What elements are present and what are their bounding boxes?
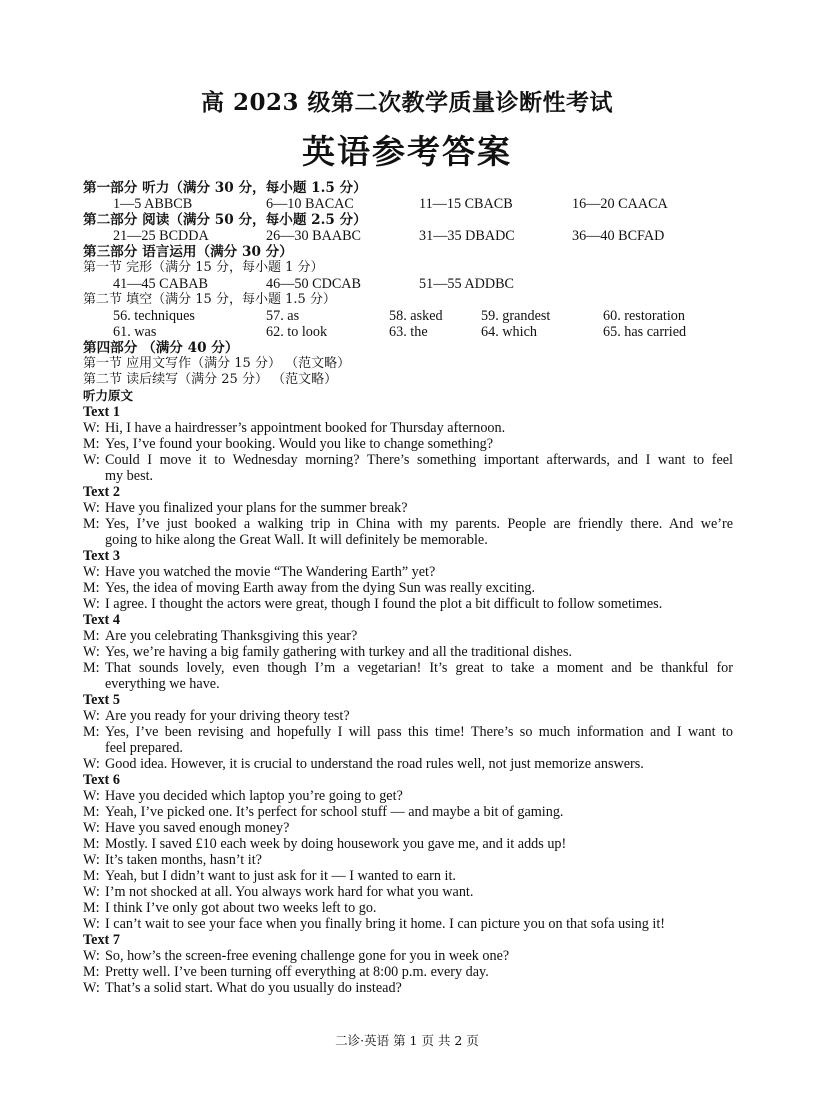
dialogue-line — [83, 740, 733, 756]
dialogue-text: It’s taken months, hasn’t it? — [105, 852, 262, 868]
speaker-label — [83, 740, 105, 756]
text-heading: Text 1 — [83, 404, 120, 420]
document-body — [83, 180, 733, 996]
dialogue-line — [83, 420, 733, 436]
dialogue-text: Yeah, I’ve picked one. It’s perfect for school stuff — and maybe a bit of gaming. — [105, 804, 564, 820]
answer-group: 51—55 ADDBC — [419, 276, 514, 292]
exam-title: 高 2023 级第二次教学质量诊断性考试 — [200, 89, 614, 116]
dialogue-line — [83, 948, 733, 964]
dialogue-line — [83, 436, 733, 452]
speaker-label: W: — [83, 948, 100, 964]
dialogue-text: Yes, I’ve been revising and hopefully I will pass this time! There’s so much information and I want to — [105, 724, 733, 740]
dialogue-line — [83, 852, 733, 868]
dialogue-line — [83, 516, 733, 532]
part4-section1: 第一节 应用文写作（满分 15 分） （范文略） — [83, 356, 351, 371]
answer-item: 58. asked — [389, 308, 443, 324]
part3-section1-answers — [83, 276, 733, 292]
dialogue-line — [83, 916, 733, 932]
answer-group: 21—25 BCDDA — [113, 228, 209, 244]
dialogue-text: Yes, we’re having a big family gathering with turkey and all the traditional dishes. — [105, 644, 573, 660]
dialogue-text: I think I’ve only got about two weeks left to go. — [105, 900, 377, 916]
answer-group: 31—35 DBADC — [419, 228, 515, 244]
dialogue-line — [83, 596, 733, 612]
speaker-label: W: — [83, 564, 100, 580]
speaker-label: M: — [83, 516, 100, 532]
dialogue-text: Mostly. I saved £10 each week by doing housework you gave me, and it adds up! — [105, 836, 567, 852]
speaker-label: M: — [83, 836, 100, 852]
speaker-label: W: — [83, 420, 100, 436]
speaker-label: M: — [83, 724, 100, 740]
dialogue-line — [83, 724, 733, 740]
answer-group: 11—15 CBACB — [419, 196, 513, 212]
dialogue-line — [83, 468, 733, 484]
dialogue-text: That sounds lovely, even though I’m a vegetarian! It’s great to take a moment and be thankful for — [105, 660, 733, 676]
dialogue-line — [83, 980, 733, 996]
text-heading: Text 4 — [83, 612, 120, 628]
dialogue-line — [83, 804, 733, 820]
text-heading: Text 7 — [83, 932, 120, 948]
dialogue-text: my best. — [105, 468, 154, 484]
text-heading: Text 2 — [83, 484, 120, 500]
dialogue-line — [83, 500, 733, 516]
speaker-label: W: — [83, 500, 100, 516]
speaker-label: M: — [83, 628, 100, 644]
dialogue-text: That’s a solid start. What do you usually do instead? — [105, 980, 402, 996]
answer-group: 6—10 BACAC — [266, 196, 354, 212]
transcripts — [83, 404, 733, 996]
answer-group: 1—5 ABBCB — [113, 196, 193, 212]
part1-answers — [83, 196, 733, 212]
speaker-label: W: — [83, 820, 100, 836]
answer-item: 59. grandest — [481, 308, 551, 324]
dialogue-text: Have you saved enough money? — [105, 820, 290, 836]
answer-group: 26—30 BAABC — [266, 228, 361, 244]
part4-section2: 第二节 读后续写（满分 25 分） （范文略） — [83, 372, 338, 387]
speaker-label: W: — [83, 852, 100, 868]
speaker-label: W: — [83, 644, 100, 660]
dialogue-line — [83, 564, 733, 580]
dialogue-text: Have you decided which laptop you’re going to get? — [105, 788, 403, 804]
answer-key-title: 英语参考答案 — [302, 132, 512, 171]
dialogue-line — [83, 628, 733, 644]
speaker-label: W: — [83, 756, 100, 772]
dialogue-text: Have you watched the movie “The Wandering Earth” yet? — [105, 564, 436, 580]
dialogue-line — [83, 884, 733, 900]
answer-group: 16—20 CAACA — [572, 196, 668, 212]
answer-group: 36—40 BCFAD — [572, 228, 665, 244]
dialogue-line — [83, 532, 733, 548]
speaker-label: M: — [83, 660, 100, 676]
dialogue-text: Are you celebrating Thanksgiving this year? — [105, 628, 358, 644]
text-heading: Text 6 — [83, 772, 120, 788]
dialogue-text: Are you ready for your driving theory test? — [105, 708, 350, 724]
speaker-label: W: — [83, 884, 100, 900]
dialogue-line — [83, 676, 733, 692]
answer-item: 64. which — [481, 324, 537, 340]
dialogue-text: Have you finalized your plans for the summer break? — [105, 500, 408, 516]
dialogue-line — [83, 580, 733, 596]
speaker-label: W: — [83, 916, 100, 932]
dialogue-line — [83, 820, 733, 836]
dialogue-text: Yes, I’ve found your booking. Would you like to change something? — [105, 436, 494, 452]
speaker-label — [83, 676, 105, 692]
part3-section1-heading: 第一节 完形（满分 15 分，每小题 1 分） — [83, 260, 324, 275]
dialogue-text: feel prepared. — [105, 740, 183, 756]
page-footer: 二诊·英语 第 1 页 共 2 页 — [335, 1033, 479, 1048]
dialogue-text: Yeah, but I didn’t want to just ask for it — I wanted to earn it. — [105, 868, 456, 884]
dialogue-line — [83, 868, 733, 884]
dialogue-text: Pretty well. I’ve been turning off everything at 8:00 p.m. every day. — [105, 964, 489, 980]
dialogue-text: I’m not shocked at all. You always work hard for what you want. — [105, 884, 474, 900]
dialogue-line — [83, 964, 733, 980]
answer-item: 63. the — [389, 324, 428, 340]
speaker-label: M: — [83, 964, 100, 980]
speaker-label: M: — [83, 804, 100, 820]
dialogue-text: Good idea. However, it is crucial to understand the road rules well, not just memorize answers. — [105, 756, 644, 772]
text-heading: Text 5 — [83, 692, 120, 708]
answer-group: 46—50 CDCAB — [266, 276, 361, 292]
dialogue-line — [83, 788, 733, 804]
answer-item: 62. to look — [266, 324, 328, 340]
speaker-label: M: — [83, 436, 100, 452]
dialogue-text: Could I move it to Wednesday morning? There’s something important afterwards, and I want to feel — [105, 452, 733, 468]
dialogue-line — [83, 708, 733, 724]
speaker-label: W: — [83, 596, 100, 612]
speaker-label: M: — [83, 900, 100, 916]
part2-heading: 第二部分 阅读（满分 50 分，每小题 2.5 分） — [83, 212, 367, 228]
dialogue-line — [83, 756, 733, 772]
part2-answers — [83, 228, 733, 244]
dialogue-line — [83, 900, 733, 916]
part3-section2-answers-row1 — [83, 308, 733, 324]
answer-item: 56. techniques — [113, 308, 195, 324]
part4-heading: 第四部分 （满分 40 分） — [83, 340, 239, 356]
answer-item: 60. restoration — [603, 308, 685, 324]
dialogue-text: I can’t wait to see your face when you finally bring it home. I can picture you on that sofa using it! — [105, 916, 665, 932]
part3-section2-answers-row2 — [83, 324, 733, 340]
speaker-label — [83, 532, 105, 548]
dialogue-line — [83, 660, 733, 676]
dialogue-text: So, how’s the screen-free evening challenge gone for you in week one? — [105, 948, 510, 964]
part3-heading: 第三部分 语言运用（满分 30 分） — [83, 244, 293, 260]
speaker-label: W: — [83, 452, 100, 468]
dialogue-text: Hi, I have a hairdresser’s appointment booked for Thursday afternoon. — [105, 420, 506, 436]
speaker-label: W: — [83, 708, 100, 724]
dialogue-text: I agree. I thought the actors were great, though I found the plot a bit difficult to follow sometimes. — [105, 596, 663, 612]
speaker-label: W: — [83, 980, 100, 996]
dialogue-text: Yes, I’ve just booked a walking trip in China with my parents. People are friendly there. And we’re — [105, 516, 733, 532]
speaker-label: W: — [83, 788, 100, 804]
speaker-label: M: — [83, 580, 100, 596]
text-heading: Text 3 — [83, 548, 120, 564]
speaker-label — [83, 468, 105, 484]
dialogue-line — [83, 836, 733, 852]
answer-item: 57. as — [266, 308, 300, 324]
answer-group: 41—45 CABAB — [113, 276, 208, 292]
dialogue-text: Yes, the idea of moving Earth away from the dying Sun was really exciting. — [105, 580, 536, 596]
dialogue-text: everything we have. — [105, 676, 220, 692]
transcript-label: 听力原文 — [83, 388, 134, 403]
answer-item: 61. was — [113, 324, 157, 340]
dialogue-line — [83, 644, 733, 660]
part3-section2-heading: 第二节 填空（满分 15 分，每小题 1.5 分） — [83, 292, 336, 307]
dialogue-line — [83, 452, 733, 468]
speaker-label: M: — [83, 868, 100, 884]
dialogue-text: going to hike along the Great Wall. It will definitely be memorable. — [105, 532, 488, 548]
part1-heading: 第一部分 听力（满分 30 分，每小题 1.5 分） — [83, 180, 367, 196]
answer-item: 65. has carried — [603, 324, 687, 340]
